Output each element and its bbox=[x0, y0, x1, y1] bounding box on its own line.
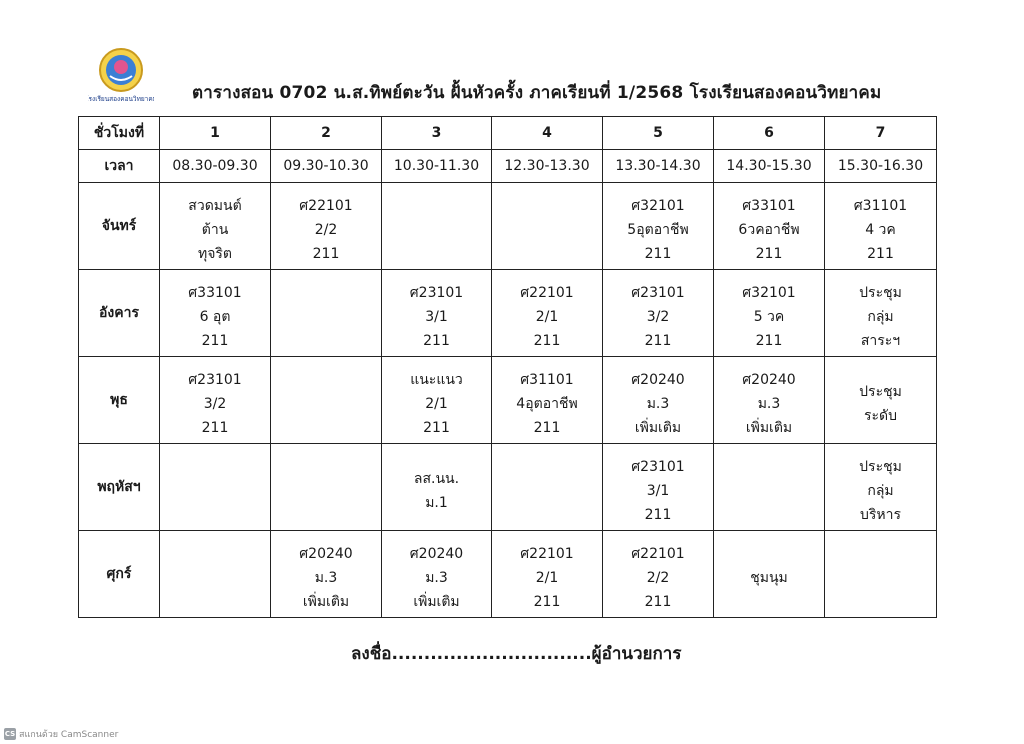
cell-line: ศ22101 bbox=[520, 546, 574, 562]
scanner-text: สแกนด้วย CamScanner bbox=[19, 730, 119, 740]
schedule-cell bbox=[382, 531, 492, 618]
cell-line: 2/2 bbox=[314, 222, 338, 238]
cell-line: ศ22101 bbox=[299, 198, 353, 214]
cell-line: สาระฯ bbox=[860, 333, 901, 349]
schedule-cell bbox=[603, 444, 714, 531]
schedule-cell bbox=[271, 531, 382, 618]
cell-line: 4อุตอาชีพ bbox=[516, 396, 578, 412]
schedule-cell bbox=[714, 444, 825, 531]
day-row bbox=[79, 444, 937, 531]
cell-line: ศ33101 bbox=[742, 198, 796, 214]
cell-line: 6วคอาชีพ bbox=[738, 222, 800, 238]
cell-line: กลุ่ม bbox=[867, 483, 894, 499]
schedule-cell bbox=[603, 357, 714, 444]
schedule-cell bbox=[271, 444, 382, 531]
cell-line: ระดับ bbox=[863, 408, 898, 424]
cell-line: 211 bbox=[644, 507, 672, 523]
cell-line: ศ20240 bbox=[631, 372, 685, 388]
cell-line: 2/2 bbox=[646, 570, 670, 586]
schedule-cell bbox=[492, 270, 603, 357]
cell-line: ประชุม bbox=[859, 459, 902, 475]
cell-line: 3/2 bbox=[203, 396, 227, 412]
cell-line: เพิ่มเติม bbox=[634, 420, 682, 436]
cell-line: ศ22101 bbox=[520, 285, 574, 301]
cell-line: 211 bbox=[312, 246, 340, 262]
cell-line: 211 bbox=[644, 594, 672, 610]
cell-line: 5อุตอาชีพ bbox=[627, 222, 689, 238]
day-label: อังคาร bbox=[79, 270, 160, 357]
cell-line: ประชุม bbox=[859, 384, 902, 400]
time-label: เวลา bbox=[79, 150, 160, 183]
cell-line: 211 bbox=[423, 333, 450, 349]
cell-line: ศ20240 bbox=[742, 372, 796, 388]
schedule-cell bbox=[714, 531, 825, 618]
schedule-cell bbox=[160, 183, 271, 270]
time-range: 08.30-09.30 bbox=[160, 150, 271, 183]
period-number: 5 bbox=[603, 117, 714, 150]
cell-line: ศ32101 bbox=[742, 285, 796, 301]
schedule-cell bbox=[271, 357, 382, 444]
period-number: 6 bbox=[714, 117, 825, 150]
school-logo bbox=[88, 46, 154, 104]
schedule-cell bbox=[825, 444, 937, 531]
cell-line: ศ23101 bbox=[188, 372, 242, 388]
period-header-row bbox=[79, 117, 937, 150]
schedule-cell bbox=[825, 531, 937, 618]
cell-line: ศ20240 bbox=[299, 546, 353, 562]
schedule-cell bbox=[492, 183, 603, 270]
cell-line: ประชุม bbox=[859, 285, 902, 301]
period-number: 3 bbox=[382, 117, 492, 150]
schedule-cell bbox=[492, 531, 603, 618]
schedule-cell bbox=[714, 183, 825, 270]
cell-line: ศ23101 bbox=[631, 285, 685, 301]
cell-line: 2/1 bbox=[535, 309, 559, 325]
cell-line: ม.3 bbox=[646, 396, 670, 412]
cell-line: 211 bbox=[533, 333, 561, 349]
day-label: ศุกร์ bbox=[79, 531, 160, 618]
cell-line: ม.3 bbox=[314, 570, 338, 586]
day-rows bbox=[79, 183, 937, 618]
period-label: ชั่วโมงที่ bbox=[79, 117, 160, 150]
logo-caption: โรงเรียนสองคอนวิทยาคม bbox=[88, 95, 154, 103]
cell-line: 4 วค bbox=[865, 222, 896, 238]
schedule-cell bbox=[603, 270, 714, 357]
cell-line: ศ33101 bbox=[188, 285, 242, 301]
schedule-cell bbox=[160, 270, 271, 357]
cell-line: ลส.นน. bbox=[413, 471, 460, 487]
schedule-cell bbox=[714, 270, 825, 357]
cell-line: 211 bbox=[533, 594, 561, 610]
cell-line: ศ31101 bbox=[520, 372, 574, 388]
day-label: พฤหัสฯ bbox=[79, 444, 160, 531]
cell-line: 211 bbox=[867, 246, 894, 262]
signature-line: ลงชื่อ...............................ผู้อำนวยการ bbox=[351, 644, 682, 664]
time-range: 14.30-15.30 bbox=[714, 150, 825, 183]
cell-line: 2/1 bbox=[535, 570, 559, 586]
schedule-cell bbox=[825, 357, 937, 444]
scanner-watermark bbox=[4, 727, 118, 741]
schedule-cell bbox=[382, 183, 492, 270]
cell-line: บริหาร bbox=[859, 507, 901, 523]
schedule-cell bbox=[271, 270, 382, 357]
cell-line: สวดมนต์ bbox=[188, 198, 242, 214]
time-range: 13.30-14.30 bbox=[603, 150, 714, 183]
period-number: 2 bbox=[271, 117, 382, 150]
cell-line: ศ20240 bbox=[409, 546, 464, 562]
cell-line: ศ23101 bbox=[409, 285, 464, 301]
schedule-cell bbox=[825, 270, 937, 357]
cell-line: ม.1 bbox=[425, 495, 448, 511]
time-range: 12.30-13.30 bbox=[492, 150, 603, 183]
period-number: 7 bbox=[825, 117, 937, 150]
schedule-cell bbox=[160, 357, 271, 444]
cell-line: ชุมนุม bbox=[750, 570, 788, 586]
cell-line: 211 bbox=[533, 420, 561, 436]
day-label: จันทร์ bbox=[79, 183, 160, 270]
cell-line: ศ22101 bbox=[631, 546, 685, 562]
schedule-cell bbox=[382, 357, 492, 444]
cell-line: 211 bbox=[644, 333, 672, 349]
schedule-cell bbox=[492, 357, 603, 444]
time-range: 09.30-10.30 bbox=[271, 150, 382, 183]
cell-line: เพิ่มเติม bbox=[413, 594, 460, 610]
cell-line: ศ31101 bbox=[853, 198, 908, 214]
schedule-cell bbox=[382, 444, 492, 531]
cell-line: 3/1 bbox=[646, 483, 670, 499]
period-number: 4 bbox=[492, 117, 603, 150]
timetable bbox=[78, 116, 937, 618]
cell-line: ศ32101 bbox=[631, 198, 685, 214]
schedule-cell bbox=[382, 270, 492, 357]
day-row bbox=[79, 531, 937, 618]
cell-line: ศ23101 bbox=[631, 459, 685, 475]
camscanner-icon: CS bbox=[4, 730, 16, 738]
cell-line: เพิ่มเติม bbox=[302, 594, 350, 610]
schedule-cell bbox=[492, 444, 603, 531]
cell-line: 211 bbox=[644, 246, 672, 262]
cell-line: 211 bbox=[423, 420, 450, 436]
cell-line: 211 bbox=[201, 333, 229, 349]
cell-line: ต้าน bbox=[201, 222, 229, 238]
day-row bbox=[79, 270, 937, 357]
day-row bbox=[79, 183, 937, 270]
cell-line: กลุ่ม bbox=[867, 309, 894, 325]
page-title: ตารางสอน 0702 น.ส.ทิพย์ตะวัน ฝั้นหัวครั้ง ภาคเรียนที่ 1/2568 โรงเรียนสองคอนวิทยาคม bbox=[192, 83, 882, 103]
cell-line: แนะแนว bbox=[410, 372, 463, 388]
cell-line: 211 bbox=[201, 420, 229, 436]
period-number: 1 bbox=[160, 117, 271, 150]
cell-line: 6 อุต bbox=[199, 309, 231, 325]
schedule-cell bbox=[160, 444, 271, 531]
cell-line: ทุจริต bbox=[197, 246, 233, 262]
time-range: 10.30-11.30 bbox=[382, 150, 492, 183]
schedule-cell bbox=[160, 531, 271, 618]
time-range: 15.30-16.30 bbox=[825, 150, 937, 183]
day-row bbox=[79, 357, 937, 444]
cell-line: 5 วค bbox=[753, 309, 785, 325]
cell-line: 3/2 bbox=[646, 309, 670, 325]
cell-line: 211 bbox=[755, 333, 783, 349]
cell-line: เพิ่มเติม bbox=[745, 420, 793, 436]
schedule-cell bbox=[603, 183, 714, 270]
time-header-row bbox=[79, 150, 937, 183]
cell-line: 2/1 bbox=[425, 396, 448, 412]
schedule-cell bbox=[825, 183, 937, 270]
schedule-cell bbox=[714, 357, 825, 444]
cell-line: 3/1 bbox=[425, 309, 448, 325]
day-label: พุธ bbox=[79, 357, 160, 444]
cell-line: 211 bbox=[755, 246, 783, 262]
cell-line: ม.3 bbox=[425, 570, 448, 586]
schedule-cell bbox=[271, 183, 382, 270]
cell-line: ม.3 bbox=[757, 396, 781, 412]
schedule-cell bbox=[603, 531, 714, 618]
